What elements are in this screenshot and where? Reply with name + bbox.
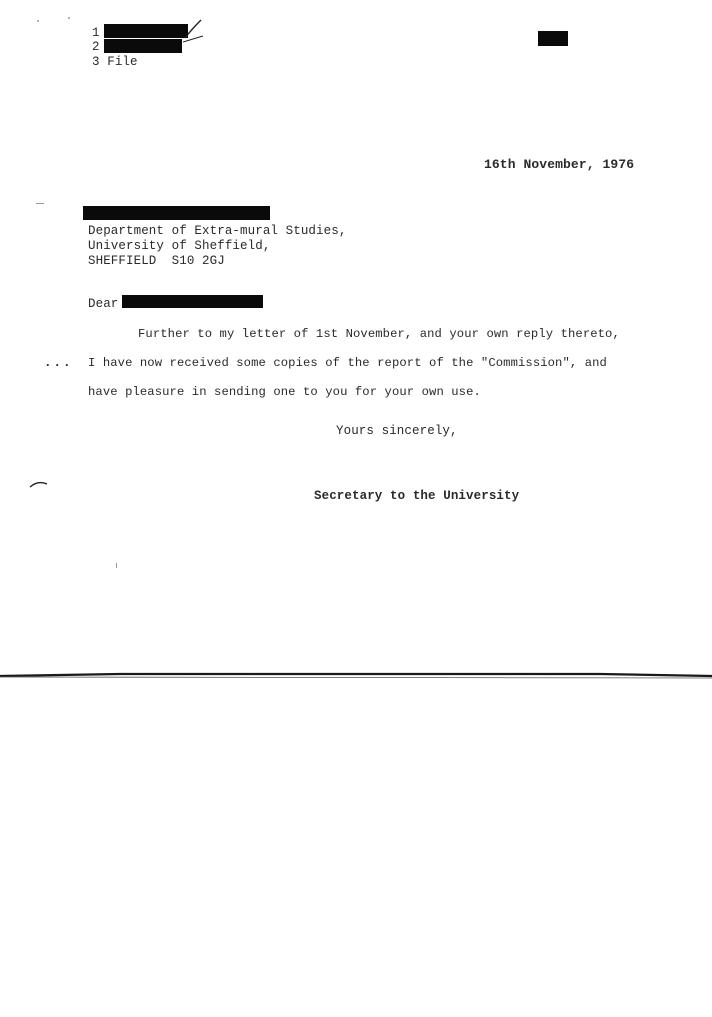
distribution-number-3: 3 [92,55,100,69]
body-line-1: Further to my letter of 1st November, and your own reply thereto, [138,327,620,341]
distribution-number-2: 2 [92,40,100,54]
address-line-1: Department of Extra-mural Studies, [88,224,347,238]
scan-speck [37,20,39,22]
distribution-item-3 [92,54,138,70]
redaction-recipient-2 [104,39,182,53]
scan-speck [116,563,117,568]
redaction-recipient-name [83,206,270,220]
redaction-salutation-name [122,295,263,308]
redaction-reference [538,31,568,46]
distribution-label-file: File [107,55,138,69]
margin-mark: ... [44,356,73,370]
signatory: Secretary to the University [314,489,520,503]
scan-speck [68,17,70,19]
address-line-2: University of Sheffield, [88,239,271,253]
letter-date: 16th November, 1976 [484,157,635,172]
body-line-3: have pleasure in sending one to you for your own use. [88,385,481,399]
fold-line [0,668,712,684]
body-line-2: I have now received some copies of the report of the "Commission", and [88,356,607,370]
salutation: Dear [88,297,119,311]
tick-mark-icon [183,16,205,46]
scan-speck [36,203,44,204]
distribution-number-1: 1 [92,26,100,40]
arc-mark-icon [28,478,50,490]
closing: Yours sincerely, [336,424,458,438]
address-line-3: SHEFFIELD S10 2GJ [88,254,225,268]
redaction-recipient-1 [104,24,188,38]
